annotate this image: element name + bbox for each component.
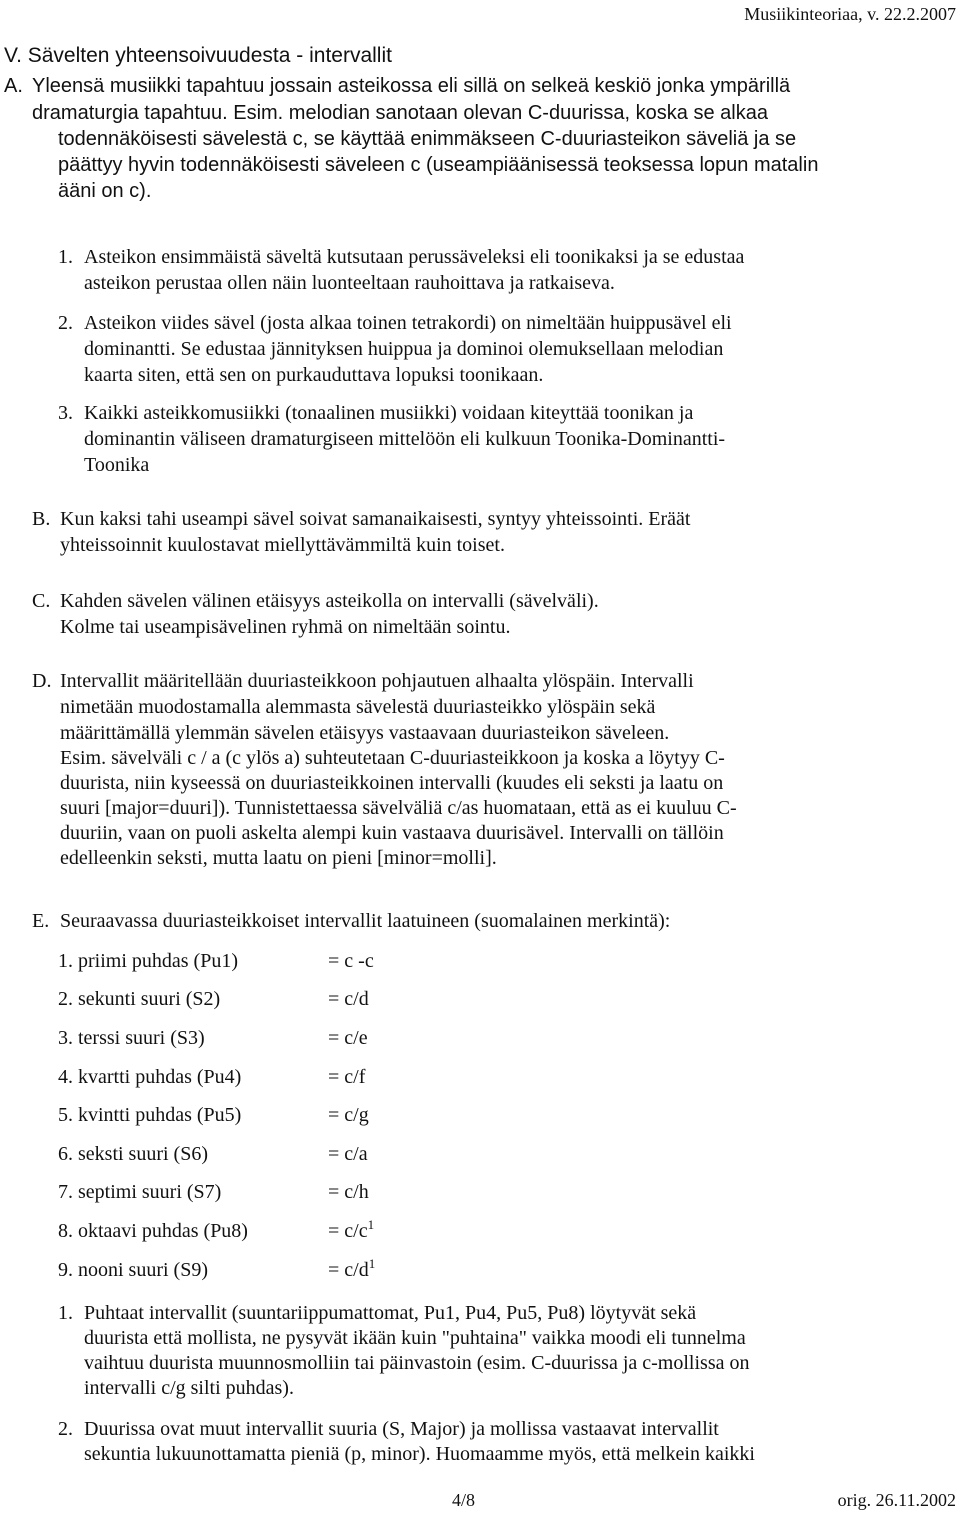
section-b-line: Kun kaksi tahi useampi sävel soivat samanaikaisesti, syntyy yhteissointi. Eräät xyxy=(60,508,691,530)
point-1-line: Asteikon ensimmäistä säveltä kutsutaan perussäveleksi eli toonikaksi ja se edustaa xyxy=(84,246,745,268)
interval-value: = c/e xyxy=(328,1027,368,1049)
interval-value: = c/d xyxy=(328,988,369,1010)
section-e-label: E. xyxy=(32,910,50,932)
section-d-label: D. xyxy=(32,670,52,692)
interval-name: 6. seksti suuri (S6) xyxy=(58,1143,208,1165)
section-a-line: Yleensä musiikki tapahtuu jossain asteikossa eli sillä on selkeä keskiö jonka ympärillä xyxy=(32,75,791,97)
interval-name: 3. terssi suuri (S3) xyxy=(58,1027,205,1049)
interval-octave-superscript: 1 xyxy=(368,1256,376,1271)
header-version: Musiikinteoriaa, v. 22.2.2007 xyxy=(744,4,956,24)
original-date: orig. 26.11.2002 xyxy=(837,1490,956,1510)
note-2-line: Duurissa ovat muut intervallit suuria (S, Major) ja mollissa vastaavat intervallit xyxy=(84,1418,719,1440)
section-c-label: C. xyxy=(32,590,51,612)
note-2-number: 2. xyxy=(58,1418,73,1440)
interval-value: = c/a xyxy=(328,1143,368,1165)
interval-name: 8. oktaavi puhdas (Pu8) xyxy=(58,1220,248,1242)
interval-name: 2. sekunti suuri (S2) xyxy=(58,988,221,1010)
interval-value: = $c/d^1$ xyxy=(328,1256,376,1281)
interval-name: 4. kvartti puhdas (Pu4) xyxy=(58,1066,242,1088)
interval-value: = c/g xyxy=(328,1104,369,1126)
section-b-line: yhteissoinnit kuulostavat miellyttävämmiltä kuin toiset. xyxy=(60,534,505,556)
note-1-number: 1. xyxy=(58,1302,73,1324)
point-3-line: Toonika xyxy=(84,454,150,476)
interval-name: 1. priimi puhdas (Pu1) xyxy=(58,950,238,972)
interval-name: 5. kvintti puhdas (Pu5) xyxy=(58,1104,242,1126)
section-d-line: nimetään muodostamalla alemmasta sävelestä duuriasteikko ylöspäin sekä xyxy=(60,696,656,718)
section-c-line: Kahden sävelen välinen etäisyys asteikolla on intervalli (sävelväli). xyxy=(60,590,599,612)
point-2-number: 2. xyxy=(58,312,73,334)
section-d-line: duurista, niin kyseessä on duuriasteikkoinen intervalli (kuudes eli seksti ja laatu on xyxy=(60,772,724,794)
section-b-label: B. xyxy=(32,508,51,530)
point-3-number: 3. xyxy=(58,402,73,424)
section-d-line: määrittämällä ylemmän sävelen etäisyys vastaavaan duuriasteikon säveleen. xyxy=(60,722,670,744)
point-3-line: Kaikki asteikkomusiikki (tonaalinen musiikki) voidaan kiteyttää toonikan ja xyxy=(84,402,694,424)
interval-octave-superscript: 1 xyxy=(367,1217,375,1232)
interval-value: = c/f xyxy=(328,1066,366,1088)
section-d-line: edelleenkin seksti, mutta laatu on pieni [minor=molli]. xyxy=(60,847,497,869)
section-a-line: päättyy hyvin todennäköisesti säveleen c (useampiäänisessä teoksessa lopun matalin xyxy=(58,154,819,176)
interval-value: = c -c xyxy=(328,950,374,972)
note-1-line: vaihtuu duurista muunnosmolliin tai päinvastoin (esim. C-duurissa ja c-mollissa on xyxy=(84,1352,750,1374)
interval-name: 7. septimi suuri (S7) xyxy=(58,1181,222,1203)
page-number: 4/8 xyxy=(452,1490,476,1510)
section-d-line: suuri [major=duuri]). Tunnistettaessa sävelväliä c/as huomataan, että as ei kuuluu C- xyxy=(60,797,737,819)
section-d-line: duuriin, vaan on puoli askelta alempi kuin vastaava duurisävel. Intervalli on tällöin xyxy=(60,822,724,844)
section-a-line: dramaturgia tapahtuu. Esim. melodian sanotaan olevan C-duurissa, koska se alkaa xyxy=(32,102,768,124)
interval-value: = c/h xyxy=(328,1181,369,1203)
section-a-label: A. xyxy=(4,75,23,97)
note-1-line: intervalli c/g silti puhdas). xyxy=(84,1377,294,1399)
section-d-line: Esim. sävelväli c / a (c ylös a) suhteutetaan C-duuriasteikkoon ja koska a löytyy C- xyxy=(60,747,725,769)
section-a-line: ääni on c). xyxy=(58,180,152,202)
point-2-line: Asteikon viides sävel (josta alkaa toinen tetrakordi) on nimeltään huippusävel eli xyxy=(84,312,732,334)
note-2-line: sekuntia lukuunottamatta pieniä (p, minor). Huomaamme myös, että melkein kaikki xyxy=(84,1443,755,1465)
point-1-number: 1. xyxy=(58,246,73,268)
note-1-line: Puhtaat intervallit (suuntariippumattomat, Pu1, Pu4, Pu5, Pu8) löytyvät sekä xyxy=(84,1302,697,1324)
section-e-intro: Seuraavassa duuriasteikkoiset intervallit laatuineen (suomalainen merkintä): xyxy=(60,910,671,932)
page-title: V. Sävelten yhteensoivuudesta - intervallit xyxy=(4,44,392,67)
section-a-line: todennäköisesti sävelestä c, se käyttää enimmäkseen C-duuriasteikon säveliä ja se xyxy=(58,128,797,150)
interval-value: = $c/c^1$ xyxy=(328,1217,375,1242)
point-2-line: dominantti. Se edustaa jännityksen huippua ja dominoi olemuksellaan melodian xyxy=(84,338,724,360)
section-d-line: Intervallit määritellään duuriasteikkoon pohjautuen alhaalta ylöspäin. Intervalli xyxy=(60,670,694,692)
point-3-line: dominantin väliseen dramaturgiseen mittelöön eli kulkuun Toonika-Dominantti- xyxy=(84,428,726,450)
point-1-line: asteikon perustaa ollen näin luonteeltaan rauhoittava ja ratkaiseva. xyxy=(84,272,615,294)
section-c-line: Kolme tai useampisävelinen ryhmä on nimeltään sointu. xyxy=(60,616,511,638)
point-2-line: kaarta siten, että sen on purkauduttava lopuksi toonikaan. xyxy=(84,364,544,386)
note-1-line: duurista että mollista, ne pysyvät ikään kuin "puhtaina" vaikka moodi eli tunnelma xyxy=(84,1327,746,1349)
interval-name: 9. nooni suuri (S9) xyxy=(58,1259,208,1281)
